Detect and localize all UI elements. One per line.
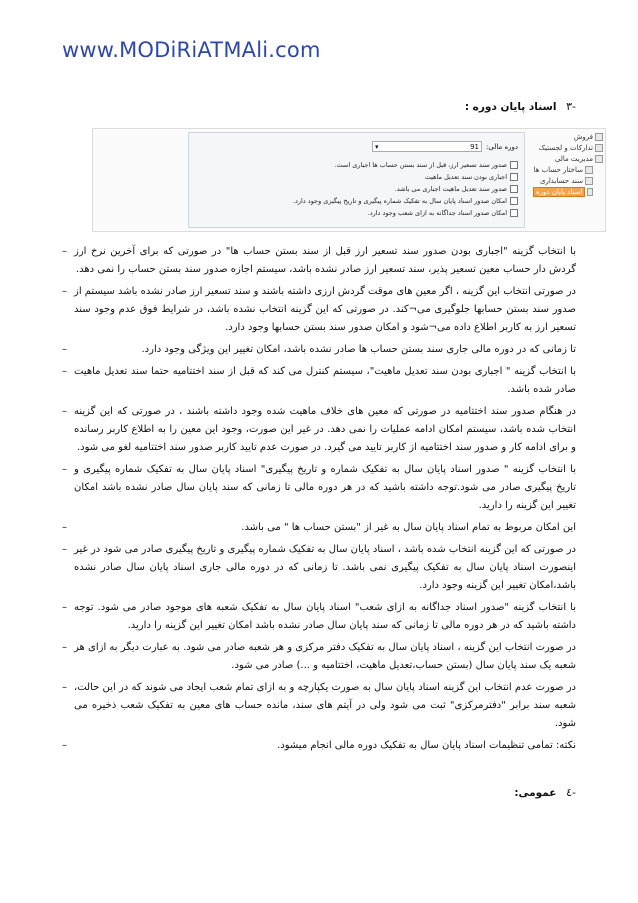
section-3-number: -٣	[566, 100, 576, 113]
bullet-dash: –	[62, 602, 67, 613]
checkbox[interactable]	[510, 185, 518, 193]
bullet-dash: –	[62, 740, 67, 751]
bullet-item: – نکته: تمامی تنظیمات اسناد پایان سال به تفکیک دوره مالی انجام میشود.	[66, 737, 576, 755]
bullet-dash: –	[62, 642, 67, 653]
bullet-item: – تا زمانی که در دوره مالی جاری سند بستن حساب ها صادر نشده باشد، امکان تغییر این ویژگی وجود دارد.	[66, 341, 576, 359]
period-value: 91	[470, 142, 480, 151]
checkbox[interactable]	[510, 161, 518, 169]
bullet-dash: –	[62, 366, 67, 377]
bullet-item: – با انتخاب گزینه " صدور اسناد پایان سال به تفکیک شماره و تاریخ پیگیری" اسناد پایان سال به تفکیک شماره پیگیری و تاریخ پیگیری صادر می شود.توجه داشته باشید که در هر دوره مالی تا زمانی که سند پایان سال صادر نشده باشد امکان تغییر این گزینه را دارید.	[66, 461, 576, 515]
period-select[interactable]	[372, 141, 482, 152]
bullet-item: – در صورتی که این گزینه انتخاب شده باشد ، اسناد پایان سال به تفکیک شماره پیگیری و تاریخ پیگیری صادر می شود در غیر اینصورت اسناد پایان سال به تفکیک پیگیری نمی باشد. تا زمانی که در دوره مالی جاری اسناد پایان سال صادر نشده باشد،امکان تغییر این گزینه وجود دارد.	[66, 541, 576, 595]
option-row[interactable]: صدور سند تعدیل ماهیت اجباری می باشد.	[258, 183, 518, 195]
bullet-item: – این امکان مربوط به تمام اسناد پایان سال به غیر از "بستن حساب ها " می باشد.	[66, 519, 576, 537]
bullet-item: – با انتخاب گزینه "صدور اسناد جداگانه به ازای شعب" اسناد پایان سال به تفکیک شعبه های موجود صادر می شود. توجه داشته باشید که در هر دوره مالی تا زمانی که سند پایان سال صادر نشده باشد امکان تغییر این گزینه را دارید.	[66, 599, 576, 635]
bullet-dash: –	[62, 522, 67, 533]
bullet-dash: –	[62, 246, 67, 257]
tree-item[interactable]: سند حسابداری	[533, 175, 603, 186]
page-icon	[585, 177, 593, 185]
bullet-dash: –	[62, 544, 67, 555]
section-3-title: اسناد پایان دوره :	[464, 101, 557, 113]
bullet-dash: –	[62, 406, 67, 417]
folder-icon	[595, 155, 603, 163]
tree-item[interactable]: تدارکات و لجستیک	[533, 142, 603, 153]
bullet-dash: –	[62, 464, 67, 475]
option-row[interactable]: امکان صدور اسناد جداگانه به ازای شعب وجود دارد.	[258, 207, 518, 219]
module-tree	[533, 131, 603, 197]
checkbox[interactable]	[510, 197, 518, 205]
bullet-item: – در هنگام صدور سند اختتامیه در صورتی که معین های خلاف ماهیت شده وجود داشته باشند ، در صورتی که این گزینه انتخاب شده باشد، سیستم امکان ادامه عملیات را نمی دهد. در غیر این صورت، وجود این معین را به اطلاع کاربر رسانده و برای ادامه کار و صدور سند اختتامیه از کاربر تایید می گیرد. در صورت عدم تایید کاربر صدور سند اختتامیه لغو می شود.	[66, 403, 576, 457]
option-row[interactable]: صدور سند تسعیر ارز، قبل از سند بستن حساب ها اجباری است.	[258, 159, 518, 171]
bullet-dash: –	[62, 344, 67, 355]
bullet-item: – در صورت انتخاب این گزینه ، اسناد پایان سال به تفکیک دفتر مرکزی و هر شعبه صادر می شود. به عبارت دیگر به ازای هر شعبه یک سند پایان سال (بستن حساب،تعدیل ماهیت، اختتامیه و ...) صادر می شود.	[66, 639, 576, 675]
section-4-heading	[514, 786, 576, 799]
option-row[interactable]: اجباری بودن سند تعدیل ماهیت	[258, 171, 518, 183]
tree-item[interactable]: ساختار حساب ها	[533, 164, 603, 175]
bullet-item: – با انتخاب گزینه "اجباری بودن صدور سند تسعیر ارز قبل از سند بستن حساب ها" در صورتی که برای آخرین نرخ ارز گردش دار حساب معین تسعیر پذیر، سند تسعیر ارز صادر نشده باشد، سیستم اجازه صدور سند بستن حساب را نمی دهد.	[66, 243, 576, 279]
settings-screenshot	[92, 128, 606, 232]
checkbox[interactable]	[510, 173, 518, 181]
folder-icon	[595, 133, 603, 141]
page-icon	[585, 166, 593, 174]
bullet-item: – با انتخاب گزینه " اجباری بودن سند تعدیل ماهیت"، سیستم کنترل می کند که قبل از سند اختتامیه حتما سند تعدیل ماهیت صادر شده باشد.	[66, 363, 576, 399]
tree-item[interactable]: فروش	[533, 131, 603, 142]
period-row	[372, 141, 518, 152]
bullet-dash: –	[62, 682, 67, 693]
settings-panel	[188, 132, 525, 228]
option-row[interactable]: امکان صدور اسناد پایان سال به تفکیک شماره پیگیری و تاریخ پیگیری وجود دارد.	[258, 195, 518, 207]
tree-item-selected[interactable]: اسناد پایان دوره	[533, 186, 603, 197]
site-url[interactable]: www.MODiRiATMAli.com	[62, 38, 321, 62]
bullet-list	[62, 243, 576, 759]
chevron-down-icon: ▾	[375, 142, 379, 151]
section-3-heading	[465, 100, 576, 113]
section-4-title: عمومی:	[514, 787, 557, 799]
period-label: دوره مالی:	[486, 142, 518, 151]
bullet-item: – در صورت عدم انتخاب این گزینه اسناد پایان سال به صورت یکپارچه و به ازای تمام شعب ایجاد می شوند که در این حالت، شعبه سند برابر "دفترمرکزی" ثبت می شود ولی در آیتم های سند، مانده حساب های معین به تفکیک شعب ذخیره می شود.	[66, 679, 576, 733]
tree-item[interactable]: مدیریت مالی	[533, 153, 603, 164]
bullet-item: – در صورتی انتخاب این گزینه ، اگر معین های موقت گردش ارزی داشته باشند و سند تسعیر ارز صادر نشده باشد سیستم از صدور سند بستن حسابها جلوگیری می¬کند. در صورتی که این گزینه انتخاب نشده باشد، در شرایط فوق عدم وجود سند تسعیر ارز به کاربر اطلاع داده می¬شود و امکان صدور سند بستن حسابها وجود دارد.	[66, 283, 576, 337]
page-icon	[587, 188, 593, 196]
options-list	[258, 159, 518, 219]
section-4-number: -٤	[566, 786, 576, 799]
bullet-dash: –	[62, 286, 67, 297]
checkbox[interactable]	[510, 209, 518, 217]
folder-icon	[595, 144, 603, 152]
